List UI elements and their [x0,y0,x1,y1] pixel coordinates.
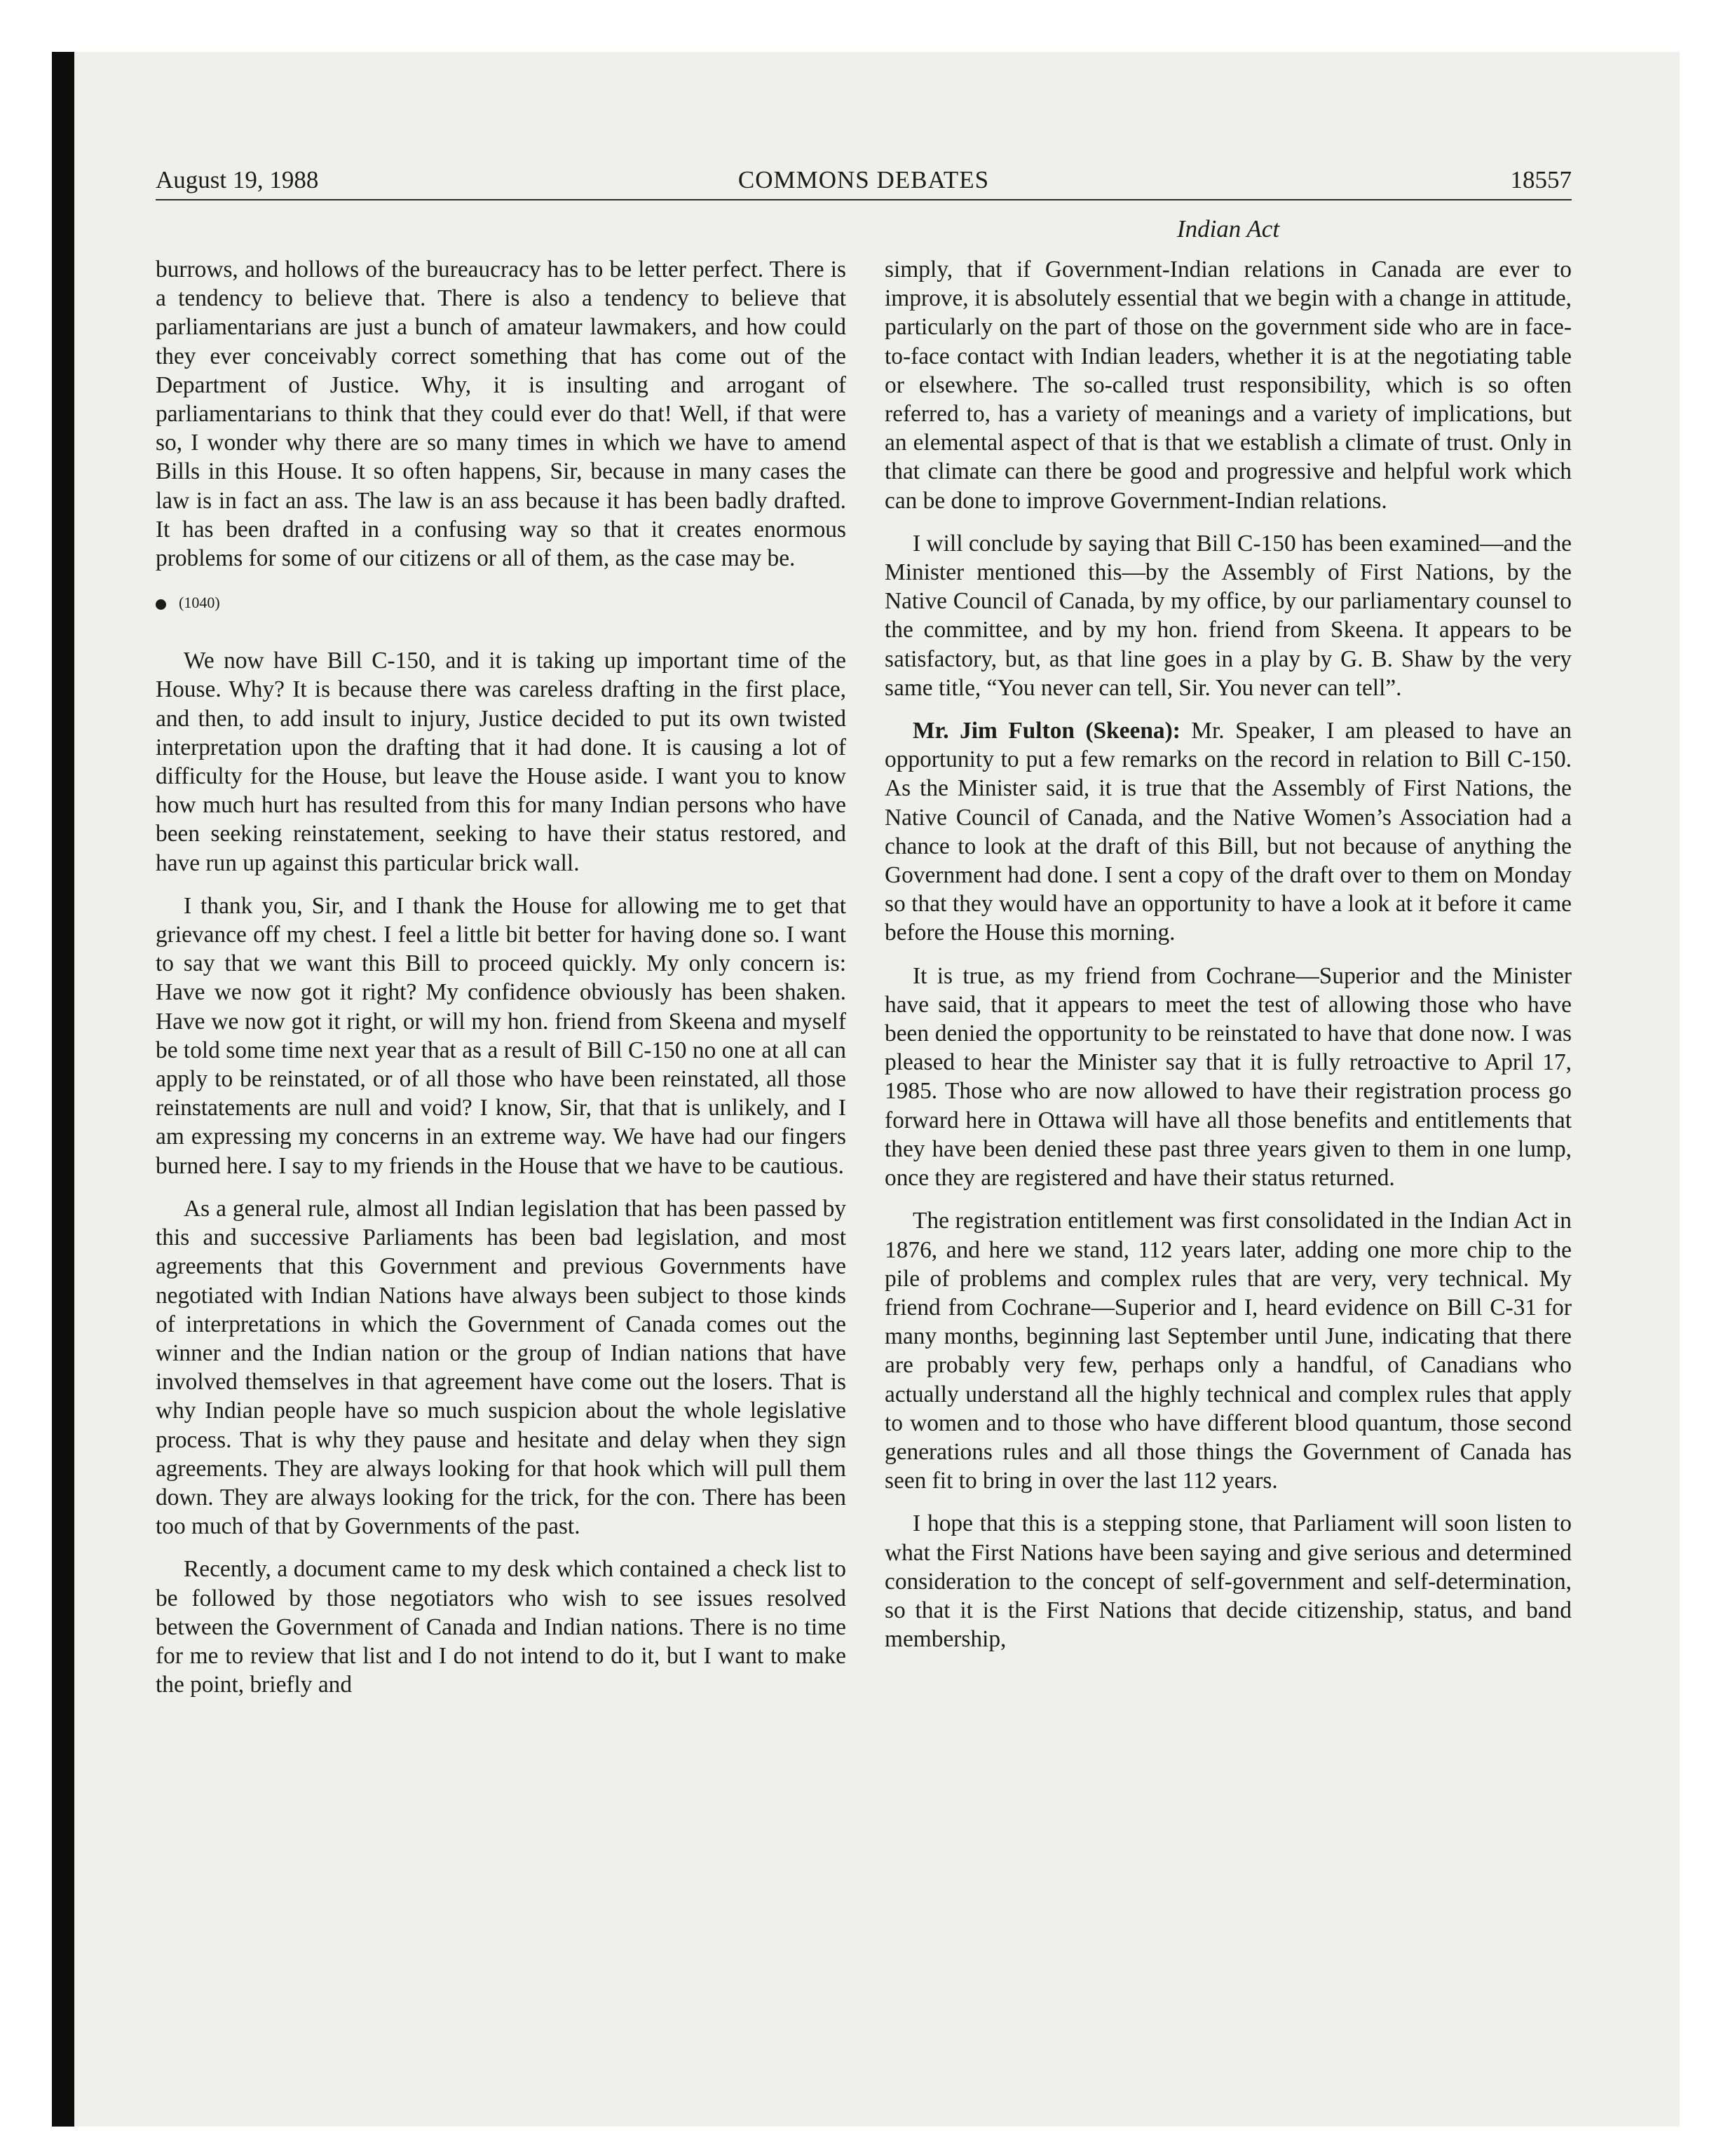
publication-title: COMMONS DEBATES [737,166,990,193]
scan-edge-strip [52,52,74,2127]
paragraph: burrows, and hollows of the bureaucracy has to be letter perfect. There is a tendency to believe that. There is also a tendency to believe that parliamentarians are just a bunch of amateur lawmakers, and how could they ever conceivably correct something that has come out of the Department of Justice. Why, it is insulting and arrogant of parliamentarians to think that they could ever do that! Well, if that were so, I wonder why there are so many times in which we have to amend Bills in this House. It so often happens, Sir, because in many cases the law is in fact an ass. The law is an ass because it has been badly drafted. It has been drafted in a confusing way so that it creates enormous problems for some of our citizens or all of them, as the case may be. [156,257,846,572]
speech-paragraph [885,716,1572,948]
paragraph: The registration entitlement was first consolidated in the Indian Act in 1876, and here we stand, 112 years later, adding one more chip to the pile of problems and complex rules that are very, very technical. My friend from Cochrane—Superior and I, heard evidence on Bill C-31 for many months, beginning last September until June, indicating that there are probably very few, perhaps only a handful, of Canadians who actually understand all the highly technical and complex rules that apply to women and to those who have different blood quantum, those second generations rules and all those things the Government of Canada has seen fit to bring in over the last 112 years. [885,1208,1572,1494]
right-column [885,255,1572,1667]
bullet-icon [156,599,166,610]
paragraph: I thank you, Sir, and I thank the House for allowing me to get that grievance off my chest. I feel a little bit better for having done so. I want to say that we want this Bill to proceed quickly. My only concern is: Have we now got it right? My confidence obviously has been shaken. Have we now got it right, or will my hon. friend from Skeena and myself be told some time next year that as a result of Bill C-150 no one at all can apply to be reinstated, or of all those who have been reinstated, all those reinstatements are null and void? I know, Sir, that that is unlikely, and I am expressing my concerns in an extreme way. We have had our fingers burned here. I say to my friends in the House that we have to be cautious. [156,892,846,1179]
page-header [156,163,1572,198]
timestamp-marker [156,588,846,617]
speaker-name: Mr. Jim Fulton (Skeena): [913,718,1181,744]
paragraph: Recently, a document came to my desk which contained a check list to be followed by those negotiators who wish to see issues resolved between the Government of Canada and Indian nations. There is no time for me to review that list and I do not intend to do it, but I want to make the point, briefly and [156,1556,846,1698]
speech-text: Mr. Speaker, I am pleased to have an opportunity to put a few remarks on the record in relation to Bill C-150. As the Minister said, it is true that the Assembly of First Nations, the Native Council of Canada, and the Native Women’s Association had a chance to look at the draft of this Bill, but not because of anything the Government had done. I sent a copy of the draft over to them on Monday so that they would have an opportunity to have a look at it before it came before the House this morning. [885,718,1572,946]
page-number: 18557 [1510,166,1572,193]
timestamp-text: (1040) [179,594,220,612]
subject-heading: Indian Act [1176,215,1280,243]
left-column [156,255,846,1713]
paragraph: I hope that this is a stepping stone, that Parliament will soon listen to what the First Nations have been saying and give serious and determined consideration to the concept of self-government and self-determination, so that it is the First Nations that decide citizenship, status, and band membership, [885,1510,1572,1653]
paragraph: As a general rule, almost all Indian legislation that has been passed by this and successive Parliaments has been bad legislation, and most agreements that this Government and previous Governments have negotiated with Indian Nations have always been subject to those kinds of interpretations in which the Government of Canada comes out the winner and the Indian nation or the group of Indian nations that have involved themselves in that agreement have come out the losers. That is why Indian people have so much suspicion about the whole legislative process. That is why they pause and hesitate and delay when they sign agreements. They are always looking for that hook which will pull them down. They are always looking for the trick, for the con. There has been too much of that by Governments of the past. [156,1195,846,1540]
paragraph: simply, that if Government-Indian relations in Canada are ever to improve, it is absolutely essential that we begin with a change in attitude, particularly on the part of those on the government side who are in face-to-face contact with Indian leaders, whether it is at the negotiating table or elsewhere. The so-called trust responsibility, which is so often referred to, has a variety of meanings and a variety of implications, but an elemental aspect of that is that we establish a climate of trust. Only in that climate can there be good and progressive and helpful work which can be done to improve Government-Indian relations. [885,257,1572,514]
header-date: August 19, 1988 [156,166,319,193]
paragraph: We now have Bill C-150, and it is taking up important time of the House. Why? It is because there was careless drafting in the first place, and then, to add insult to injury, Justice decided to put its own twisted interpretation upon the drafting that it had done. It is causing a lot of difficulty for the House, but leave the House aside. I want you to know how much hurt has resulted from this for many Indian persons who have been seeking reinstatement, seeking to have their status restored, and have run up against this particular brick wall. [156,648,846,876]
paragraph: It is true, as my friend from Cochrane—Superior and the Minister have said, that it appears to meet the test of allowing those who have been denied the opportunity to be reinstated to have that done now. I was pleased to hear the Minister say that it is fully retroactive to April 17, 1985. Those who are now allowed to have their registration process go forward here in Ottawa will have all those benefits and entitlements that they have been denied these past three years given to them in one lump, once they are registered and have their status returned. [885,962,1572,1192]
header-rule [156,199,1572,200]
paragraph: I will conclude by saying that Bill C-150 has been examined—and the Minister mentioned this—by the Assembly of First Nations, by the Native Council of Canada, by my office, by our parliamentary counsel to the committee, and by my hon. friend from Skeena. It appears to be satisfactory, but, as that line goes in a play by G. B. Shaw by the very same title, “You never can tell, Sir. You never can tell”. [885,530,1572,701]
